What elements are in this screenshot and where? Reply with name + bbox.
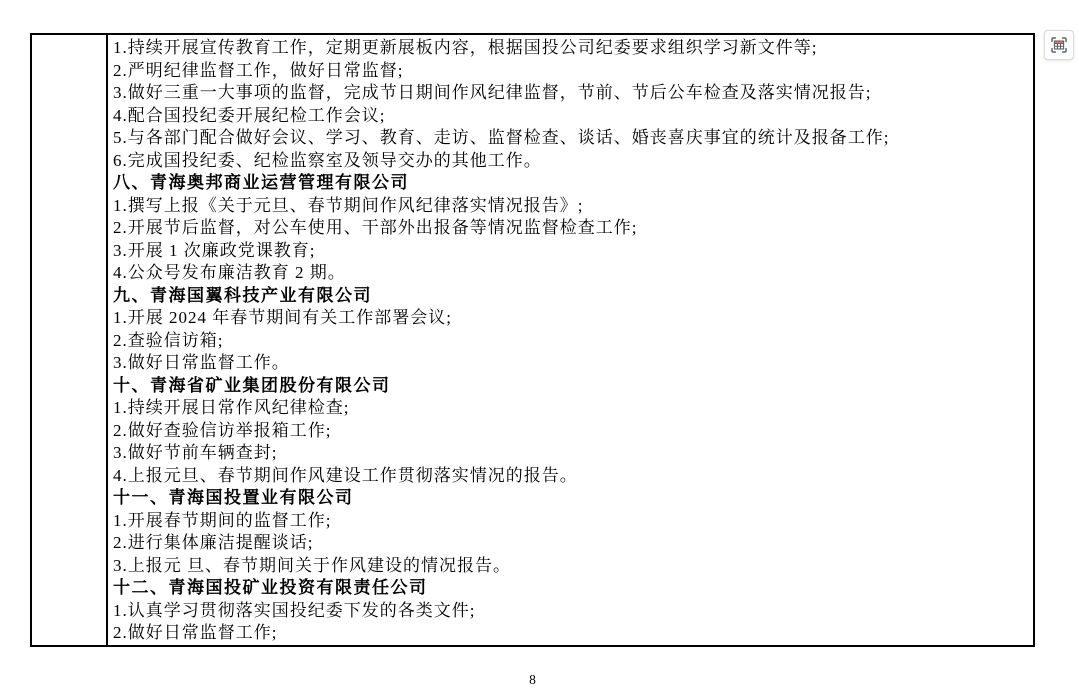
task-item: 2.进行集体廉洁提醒谈话;	[113, 533, 314, 552]
page-number: 8	[529, 672, 536, 687]
task-item: 3.做好日常监督工作。	[113, 353, 290, 372]
task-item: 1.持续开展宣传教育工作，定期更新展板内容，根据国投公司纪委要求组织学习新文件等;	[113, 38, 818, 57]
task-item: 1.持续开展日常作风纪律检查;	[113, 398, 350, 417]
task-item: 2.开展节后监督，对公车使用、干部外出报备等情况监督检查工作;	[113, 218, 638, 237]
task-item: 4.上报元旦、春节期间作风建设工作贯彻落实情况的报告。	[113, 465, 578, 485]
company-heading: 十二、青海国投矿业投资有限责任公司	[113, 578, 428, 597]
task-item: 2.做好查验信访举报箱工作;	[113, 420, 332, 440]
task-item: 3.做好节前车辆查封;	[113, 443, 278, 462]
company-heading: 十一、青海国投置业有限公司	[113, 488, 354, 507]
task-item: 1.开展春节期间的监督工作;	[113, 510, 332, 530]
table-content-cell	[108, 35, 1033, 645]
table-capture-icon	[1049, 35, 1069, 55]
task-item: 2.查验信访箱;	[113, 330, 224, 350]
company-heading: 八、青海奥邦商业运营管理有限公司	[113, 173, 409, 192]
task-item: 4.配合国投纪委开展纪检工作会议;	[113, 105, 386, 125]
company-heading: 九、青海国翼科技产业有限公司	[113, 285, 372, 305]
task-item: 3.做好三重一大事项的监督，完成节日期间作风纪律监督，节前、节后公车检查及落实情况报告;	[113, 83, 872, 102]
company-heading: 十、青海省矿业集团股份有限公司	[113, 375, 391, 395]
task-item: 5.与各部门配合做好会议、学习、教育、走访、监督检查、谈话、婚丧喜庆事宜的统计及报备工作;	[113, 128, 890, 147]
task-item: 3.开展 1 次廉政党课教育;	[113, 240, 316, 260]
task-item: 1.认真学习贯彻落实国投纪委下发的各类文件;	[113, 600, 476, 620]
task-item: 2.做好日常监督工作;	[113, 623, 278, 642]
task-item: 6.完成国投纪委、纪检监察室及领导交办的其他工作。	[113, 150, 542, 170]
table-capture-button[interactable]	[1044, 30, 1074, 60]
task-item: 3.上报元 旦、春节期间关于作风建设的情况报告。	[113, 555, 511, 575]
task-item: 1.开展 2024 年春节期间有关工作部署会议;	[113, 308, 452, 327]
task-item: 4.公众号发布廉洁教育 2 期。	[113, 263, 346, 282]
table-left-cell	[32, 35, 108, 645]
report-table	[30, 33, 1035, 647]
task-item: 2.严明纪律监督工作，做好日常监督;	[113, 60, 404, 80]
task-item: 1.撰写上报《关于元旦、春节期间作风纪律落实情况报告》;	[113, 195, 584, 215]
